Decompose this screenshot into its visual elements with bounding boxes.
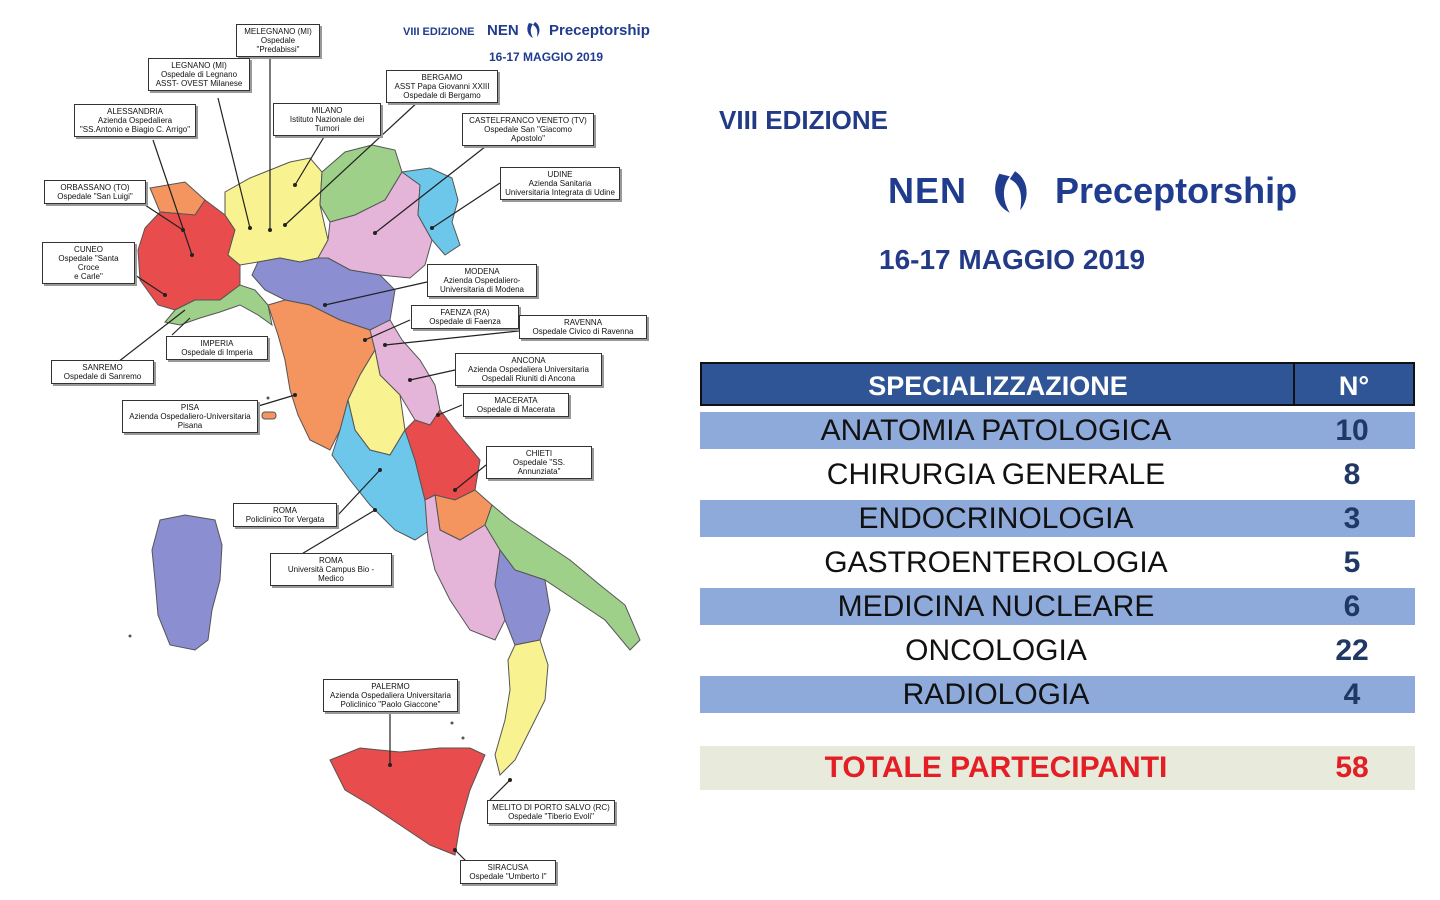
row-count: 22 xyxy=(1335,634,1369,667)
map-label-melito: MELITO DI PORTO SALVO (RC) Ospedale "Tiberio Evoli" xyxy=(487,800,615,824)
map-label-ancona: ANCONA Azienda Ospedaliera Universitaria Ospedali Riuniti di Ancona xyxy=(455,353,602,386)
small-program: Preceptorship xyxy=(549,22,650,39)
map-label-roma-campus: ROMA Università Campus Bio - Medico xyxy=(270,553,392,586)
row-count: 10 xyxy=(1335,414,1369,447)
row-specialty: MEDICINA NUCLEARE xyxy=(837,590,1155,623)
row-specialty: RADIOLOGIA xyxy=(902,678,1090,711)
table-row xyxy=(700,412,1415,449)
map-label-legnano: LEGNANO (MI) Ospedale di Legnano ASST- OVEST Milanese xyxy=(148,58,250,91)
map-label-orbassano: ORBASSANO (TO) Ospedale "San Luigi" xyxy=(44,180,146,204)
col-header-count: N° xyxy=(1338,371,1370,401)
map-label-chieti: CHIETI Ospedale "SS. Annunziata" xyxy=(486,446,592,479)
small-edition: VIII EDIZIONE xyxy=(403,26,475,38)
map-label-udine: UDINE Azienda Sanitaria Universitaria Integrata di Udine xyxy=(500,167,620,200)
row-specialty: ENDOCRINOLOGIA xyxy=(858,502,1134,535)
col-header-specialty: SPECIALIZZAZIONE xyxy=(868,371,1128,401)
nen-logo-icon-large xyxy=(988,166,1042,218)
total-value: 58 xyxy=(1335,751,1369,784)
row-specialty: CHIRURGIA GENERALE xyxy=(826,458,1166,491)
map-label-alessandria: ALESSANDRIA Azienda Ospedaliera "SS.Antonio e Biagio C. Arrigo" xyxy=(74,104,196,137)
map-label-palermo: PALERMO Azienda Ospedaliera Universitaria Policlinico "Paolo Giaccone" xyxy=(323,679,458,712)
table-row xyxy=(700,544,1415,581)
row-count: 4 xyxy=(1343,678,1361,711)
map-label-modena: MODENA Azienda Ospedaliero- Universitaria di Modena xyxy=(427,264,537,297)
map-label-bergamo: BERGAMO ASST Papa Giovanni XXIII Ospedale di Bergamo xyxy=(386,70,498,103)
small-brand: NEN xyxy=(487,22,519,39)
row-count: 5 xyxy=(1343,546,1361,579)
edition-title: VIII EDIZIONE xyxy=(719,105,889,135)
row-specialty: ONCOLOGIA xyxy=(905,634,1087,667)
table-row xyxy=(700,588,1415,625)
table-header xyxy=(700,362,1415,406)
table-row xyxy=(700,456,1415,493)
total-label: TOTALE PARTECIPANTI xyxy=(824,751,1168,784)
map-label-cuneo: CUNEO Ospedale "Santa Croce e Carle" xyxy=(42,242,135,284)
map-label-castelfranco: CASTELFRANCO VENETO (TV) Ospedale San "Giacomo Apostolo" xyxy=(462,113,594,146)
table-row xyxy=(700,500,1415,537)
total-row xyxy=(700,746,1415,790)
program-logo-text: Preceptorship xyxy=(1055,170,1298,211)
map-label-melegnano: MELEGNANO (MI) Ospedale "Predabissi" xyxy=(236,24,320,57)
row-count: 8 xyxy=(1343,458,1361,491)
map-label-ravenna: RAVENNA Ospedale Civico di Ravenna xyxy=(519,315,647,339)
table-row xyxy=(700,676,1415,713)
row-specialty: ANATOMIA PATOLOGICA xyxy=(820,414,1172,447)
map-label-milano: MILANO Istituto Nazionale dei Tumori xyxy=(273,103,381,136)
event-date: 16-17 MAGGIO 2019 xyxy=(879,244,1146,275)
small-date: 16-17 MAGGIO 2019 xyxy=(489,50,604,64)
map-label-roma-tor-vergata: ROMA Policlinico Tor Vergata xyxy=(233,503,337,527)
map-label-faenza: FAENZA (RA) Ospedale di Faenza xyxy=(411,305,519,329)
map-label-imperia: IMPERIA Ospedale di Imperia xyxy=(166,336,268,360)
table-row xyxy=(700,632,1415,669)
brand-logo-text: NEN xyxy=(888,170,968,211)
row-count: 6 xyxy=(1343,590,1361,623)
row-specialty: GASTROENTEROLOGIA xyxy=(824,546,1168,579)
map-label-siracusa: SIRACUSA Ospedale "Umberto I" xyxy=(460,860,556,884)
map-label-pisa: PISA Azienda Ospedaliero-Universitaria Pisana xyxy=(122,400,258,433)
map-label-sanremo: SANREMO Ospedale di Sanremo xyxy=(51,360,154,384)
row-count: 3 xyxy=(1343,502,1361,535)
map-label-macerata: MACERATA Ospedale di Macerata xyxy=(463,393,569,417)
